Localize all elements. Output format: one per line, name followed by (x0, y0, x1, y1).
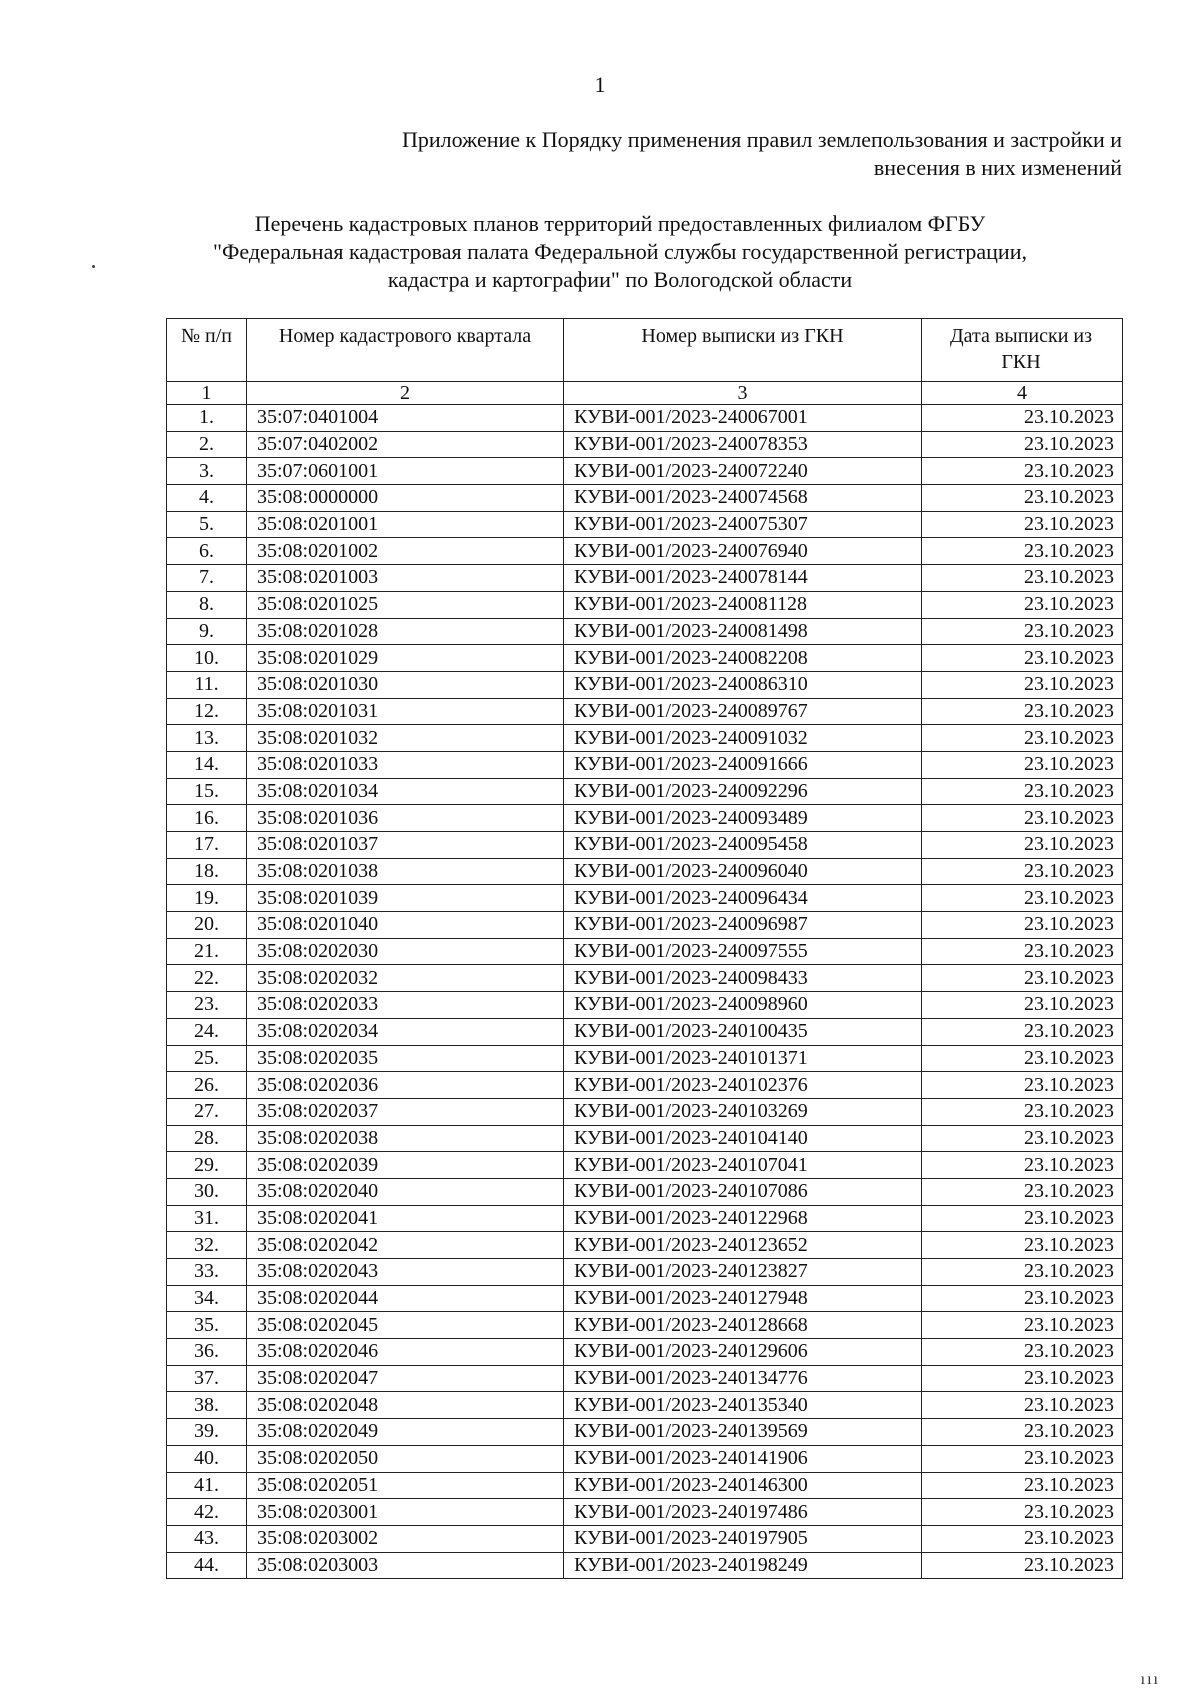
cell-data: 23.10.2023 (922, 1312, 1123, 1339)
table-row (167, 1178, 1123, 1205)
table-row (167, 1339, 1123, 1366)
cell-kvartal: 35:08:0202042 (247, 1232, 564, 1259)
cell-data: 23.10.2023 (922, 1178, 1123, 1205)
table-row (167, 725, 1123, 752)
cell-vypiska: КУВИ-001/2023-240098960 (564, 992, 922, 1019)
table-row (167, 1365, 1123, 1392)
table-row (167, 992, 1123, 1019)
table-row (167, 1552, 1123, 1579)
cell-data: 23.10.2023 (922, 1392, 1123, 1419)
cell-num: 38. (167, 1392, 247, 1419)
cell-data: 23.10.2023 (922, 1472, 1123, 1499)
cell-kvartal: 35:08:0202037 (247, 1098, 564, 1125)
column-number: 3 (564, 382, 922, 405)
cell-num: 39. (167, 1419, 247, 1446)
cell-vypiska: КУВИ-001/2023-240091032 (564, 725, 922, 752)
cell-kvartal: 35:08:0201030 (247, 671, 564, 698)
cell-kvartal: 35:08:0201040 (247, 912, 564, 939)
cell-vypiska: КУВИ-001/2023-240123652 (564, 1232, 922, 1259)
cell-vypiska: КУВИ-001/2023-240091666 (564, 751, 922, 778)
cell-vypiska: КУВИ-001/2023-240135340 (564, 1392, 922, 1419)
cell-data: 23.10.2023 (922, 1232, 1123, 1259)
cell-vypiska: КУВИ-001/2023-240074568 (564, 485, 922, 512)
cell-kvartal: 35:08:0202050 (247, 1445, 564, 1472)
cell-data: 23.10.2023 (922, 1419, 1123, 1446)
cell-num: 18. (167, 858, 247, 885)
cell-kvartal: 35:08:0201028 (247, 618, 564, 645)
cell-num: 17. (167, 832, 247, 859)
cell-data: 23.10.2023 (922, 698, 1123, 725)
cell-data: 23.10.2023 (922, 405, 1123, 432)
cell-vypiska: КУВИ-001/2023-240072240 (564, 458, 922, 485)
cell-vypiska: КУВИ-001/2023-240081128 (564, 591, 922, 618)
cell-data: 23.10.2023 (922, 1365, 1123, 1392)
cell-num: 28. (167, 1125, 247, 1152)
cell-vypiska: КУВИ-001/2023-240095458 (564, 832, 922, 859)
cell-data: 23.10.2023 (922, 1499, 1123, 1526)
cell-data: 23.10.2023 (922, 778, 1123, 805)
cell-num: 22. (167, 965, 247, 992)
table-row (167, 1499, 1123, 1526)
header-row (167, 319, 1123, 382)
appendix-line: Приложение к Порядку применения правил землепользования и застройки и (401, 127, 1122, 152)
cell-data: 23.10.2023 (922, 511, 1123, 538)
cell-data: 23.10.2023 (922, 1525, 1123, 1552)
cell-data: 23.10.2023 (922, 671, 1123, 698)
cell-num: 21. (167, 938, 247, 965)
cell-kvartal: 35:08:0201002 (247, 538, 564, 565)
cell-kvartal: 35:08:0202045 (247, 1312, 564, 1339)
cell-kvartal: 35:08:0202038 (247, 1125, 564, 1152)
cell-vypiska: КУВИ-001/2023-240103269 (564, 1098, 922, 1125)
table-row (167, 1152, 1123, 1179)
cell-num: 20. (167, 912, 247, 939)
cell-kvartal: 35:08:0202047 (247, 1365, 564, 1392)
cell-kvartal: 35:08:0201031 (247, 698, 564, 725)
cell-vypiska: КУВИ-001/2023-240078144 (564, 565, 922, 592)
cell-kvartal: 35:08:0201039 (247, 885, 564, 912)
cell-kvartal: 35:08:0203003 (247, 1552, 564, 1579)
cell-vypiska: КУВИ-001/2023-240107086 (564, 1178, 922, 1205)
cell-data: 23.10.2023 (922, 565, 1123, 592)
cell-data: 23.10.2023 (922, 912, 1123, 939)
cell-data: 23.10.2023 (922, 1205, 1123, 1232)
cell-data: 23.10.2023 (922, 431, 1123, 458)
cell-kvartal: 35:08:0202034 (247, 1018, 564, 1045)
cell-num: 5. (167, 511, 247, 538)
column-number: 4 (922, 382, 1123, 405)
cell-kvartal: 35:08:0201001 (247, 511, 564, 538)
cell-kvartal: 35:07:0601001 (247, 458, 564, 485)
cell-num: 36. (167, 1339, 247, 1366)
cell-vypiska: КУВИ-001/2023-240102376 (564, 1072, 922, 1099)
cell-kvartal: 35:08:0202032 (247, 965, 564, 992)
table-row (167, 1205, 1123, 1232)
cell-vypiska: КУВИ-001/2023-240093489 (564, 805, 922, 832)
cell-vypiska: КУВИ-001/2023-240197486 (564, 1499, 922, 1526)
title-line: Перечень кадастровых планов территорий предоставленных филиалом ФГБУ (254, 211, 986, 236)
cadastral-table-container (166, 318, 1123, 1579)
cell-num: 24. (167, 1018, 247, 1045)
table-row (167, 832, 1123, 859)
cell-data: 23.10.2023 (922, 1259, 1123, 1286)
cell-num: 37. (167, 1365, 247, 1392)
cell-num: 23. (167, 992, 247, 1019)
cell-kvartal: 35:08:0202036 (247, 1072, 564, 1099)
table-row (167, 1419, 1123, 1446)
table-row (167, 1232, 1123, 1259)
table-row (167, 1125, 1123, 1152)
appendix-heading (222, 126, 1122, 182)
cell-num: 14. (167, 751, 247, 778)
header-kvartal: Номер кадастрового квартала (247, 319, 564, 382)
cell-data: 23.10.2023 (922, 965, 1123, 992)
cell-num: 34. (167, 1285, 247, 1312)
cell-vypiska: КУВИ-001/2023-240096987 (564, 912, 922, 939)
table-row (167, 565, 1123, 592)
cell-num: 33. (167, 1259, 247, 1286)
cell-data: 23.10.2023 (922, 725, 1123, 752)
appendix-line: внесения в них изменений (873, 155, 1122, 180)
cell-num: 1. (167, 405, 247, 432)
cell-data: 23.10.2023 (922, 938, 1123, 965)
cell-data: 23.10.2023 (922, 485, 1123, 512)
cell-kvartal: 35:08:0202051 (247, 1472, 564, 1499)
cell-num: 30. (167, 1178, 247, 1205)
table-row (167, 778, 1123, 805)
page-number: 1 (594, 72, 606, 97)
table-row (167, 1259, 1123, 1286)
cell-vypiska: КУВИ-001/2023-240081498 (564, 618, 922, 645)
cell-kvartal: 35:08:0202046 (247, 1339, 564, 1366)
cell-vypiska: КУВИ-001/2023-240134776 (564, 1365, 922, 1392)
cell-kvartal: 35:07:0402002 (247, 431, 564, 458)
cell-kvartal: 35:08:0201038 (247, 858, 564, 885)
cell-vypiska: КУВИ-001/2023-240123827 (564, 1259, 922, 1286)
cell-num: 15. (167, 778, 247, 805)
cell-kvartal: 35:08:0202035 (247, 1045, 564, 1072)
cell-num: 42. (167, 1499, 247, 1526)
cell-vypiska: КУВИ-001/2023-240127948 (564, 1285, 922, 1312)
cell-vypiska: КУВИ-001/2023-240139569 (564, 1419, 922, 1446)
column-number: 1 (167, 382, 247, 405)
title-line: "Федеральная кадастровая палата Федеральной службы государственной регистрации, (213, 239, 1027, 264)
cell-vypiska: КУВИ-001/2023-240076940 (564, 538, 922, 565)
cell-num: 10. (167, 645, 247, 672)
cell-data: 23.10.2023 (922, 1339, 1123, 1366)
table-row (167, 431, 1123, 458)
cell-num: 16. (167, 805, 247, 832)
scan-mark: ııı (1140, 1671, 1160, 1688)
header-data: Дата выписки из ГКН (922, 319, 1123, 382)
cell-num: 7. (167, 565, 247, 592)
cell-data: 23.10.2023 (922, 1445, 1123, 1472)
cell-num: 40. (167, 1445, 247, 1472)
cell-num: 19. (167, 885, 247, 912)
cell-data: 23.10.2023 (922, 538, 1123, 565)
cell-num: 27. (167, 1098, 247, 1125)
cell-vypiska: КУВИ-001/2023-240104140 (564, 1125, 922, 1152)
table-row (167, 1072, 1123, 1099)
cell-kvartal: 35:08:0202039 (247, 1152, 564, 1179)
cell-vypiska: КУВИ-001/2023-240086310 (564, 671, 922, 698)
table-row (167, 912, 1123, 939)
table-row (167, 671, 1123, 698)
cell-vypiska: КУВИ-001/2023-240141906 (564, 1445, 922, 1472)
cell-data: 23.10.2023 (922, 591, 1123, 618)
table-row (167, 1045, 1123, 1072)
table-row (167, 511, 1123, 538)
cell-num: 44. (167, 1552, 247, 1579)
table-body (167, 405, 1123, 1579)
cell-kvartal: 35:08:0203001 (247, 1499, 564, 1526)
table-row (167, 538, 1123, 565)
cell-num: 13. (167, 725, 247, 752)
cell-kvartal: 35:08:0201034 (247, 778, 564, 805)
cell-kvartal: 35:08:0201036 (247, 805, 564, 832)
table-row (167, 485, 1123, 512)
table-row (167, 1098, 1123, 1125)
cell-data: 23.10.2023 (922, 1072, 1123, 1099)
cell-num: 31. (167, 1205, 247, 1232)
title-line: кадастра и картографии" по Вологодской области (387, 267, 853, 292)
table-row (167, 1525, 1123, 1552)
table-row (167, 938, 1123, 965)
cell-num: 35. (167, 1312, 247, 1339)
table-row (167, 591, 1123, 618)
cell-vypiska: КУВИ-001/2023-240100435 (564, 1018, 922, 1045)
header-num: № п/п (167, 319, 247, 382)
cell-kvartal: 35:08:0202049 (247, 1419, 564, 1446)
cell-kvartal: 35:08:0202044 (247, 1285, 564, 1312)
column-number: 2 (247, 382, 564, 405)
cell-vypiska: КУВИ-001/2023-240101371 (564, 1045, 922, 1072)
cell-num: 25. (167, 1045, 247, 1072)
table-row (167, 405, 1123, 432)
cell-num: 12. (167, 698, 247, 725)
cell-data: 23.10.2023 (922, 1098, 1123, 1125)
cell-num: 41. (167, 1472, 247, 1499)
cell-num: 32. (167, 1232, 247, 1259)
cell-vypiska: КУВИ-001/2023-240096434 (564, 885, 922, 912)
cell-kvartal: 35:08:0201033 (247, 751, 564, 778)
cell-vypiska: КУВИ-001/2023-240092296 (564, 778, 922, 805)
cell-kvartal: 35:08:0202030 (247, 938, 564, 965)
table-row (167, 858, 1123, 885)
cell-num: 6. (167, 538, 247, 565)
cadastral-table (166, 318, 1123, 1579)
cell-data: 23.10.2023 (922, 751, 1123, 778)
cell-data: 23.10.2023 (922, 1152, 1123, 1179)
cell-data: 23.10.2023 (922, 858, 1123, 885)
cell-num: 11. (167, 671, 247, 698)
table-row (167, 618, 1123, 645)
table-row (167, 645, 1123, 672)
cell-data: 23.10.2023 (922, 618, 1123, 645)
cell-data: 23.10.2023 (922, 1125, 1123, 1152)
cell-data: 23.10.2023 (922, 1045, 1123, 1072)
cell-data: 23.10.2023 (922, 992, 1123, 1019)
scan-speck (92, 265, 95, 268)
cell-num: 3. (167, 458, 247, 485)
table-row (167, 698, 1123, 725)
cell-num: 29. (167, 1152, 247, 1179)
cell-kvartal: 35:08:0201003 (247, 565, 564, 592)
table-row (167, 1472, 1123, 1499)
cell-data: 23.10.2023 (922, 1018, 1123, 1045)
cell-vypiska: КУВИ-001/2023-240198249 (564, 1552, 922, 1579)
table-header (167, 319, 1123, 405)
cell-data: 23.10.2023 (922, 1552, 1123, 1579)
cell-data: 23.10.2023 (922, 885, 1123, 912)
cell-kvartal: 35:08:0202033 (247, 992, 564, 1019)
cell-kvartal: 35:08:0201025 (247, 591, 564, 618)
cell-vypiska: КУВИ-001/2023-240197905 (564, 1525, 922, 1552)
cell-kvartal: 35:08:0201029 (247, 645, 564, 672)
cell-num: 9. (167, 618, 247, 645)
table-row (167, 1018, 1123, 1045)
cell-vypiska: КУВИ-001/2023-240075307 (564, 511, 922, 538)
cell-vypiska: КУВИ-001/2023-240097555 (564, 938, 922, 965)
cell-kvartal: 35:07:0401004 (247, 405, 564, 432)
cell-kvartal: 35:08:0202041 (247, 1205, 564, 1232)
cell-kvartal: 35:08:0202040 (247, 1178, 564, 1205)
cell-vypiska: КУВИ-001/2023-240067001 (564, 405, 922, 432)
table-row (167, 1445, 1123, 1472)
cell-kvartal: 35:08:0202048 (247, 1392, 564, 1419)
header-vypiska: Номер выписки из ГКН (564, 319, 922, 382)
cell-num: 8. (167, 591, 247, 618)
cell-kvartal: 35:08:0202043 (247, 1259, 564, 1286)
cell-kvartal: 35:08:0201037 (247, 832, 564, 859)
table-row (167, 1312, 1123, 1339)
cell-vypiska: КУВИ-001/2023-240129606 (564, 1339, 922, 1366)
table-row (167, 965, 1123, 992)
cell-vypiska: КУВИ-001/2023-240089767 (564, 698, 922, 725)
table-row (167, 751, 1123, 778)
cell-num: 43. (167, 1525, 247, 1552)
table-row (167, 885, 1123, 912)
cell-num: 2. (167, 431, 247, 458)
cell-data: 23.10.2023 (922, 458, 1123, 485)
cell-vypiska: КУВИ-001/2023-240122968 (564, 1205, 922, 1232)
cell-data: 23.10.2023 (922, 805, 1123, 832)
cell-data: 23.10.2023 (922, 1285, 1123, 1312)
cell-vypiska: КУВИ-001/2023-240082208 (564, 645, 922, 672)
table-row (167, 458, 1123, 485)
cell-data: 23.10.2023 (922, 832, 1123, 859)
cell-num: 4. (167, 485, 247, 512)
cell-kvartal: 35:08:0201032 (247, 725, 564, 752)
cell-data: 23.10.2023 (922, 645, 1123, 672)
cell-vypiska: КУВИ-001/2023-240078353 (564, 431, 922, 458)
cell-vypiska: КУВИ-001/2023-240146300 (564, 1472, 922, 1499)
cell-kvartal: 35:08:0000000 (247, 485, 564, 512)
cell-kvartal: 35:08:0203002 (247, 1525, 564, 1552)
column-number-row (167, 382, 1123, 405)
table-row (167, 1285, 1123, 1312)
cell-vypiska: КУВИ-001/2023-240128668 (564, 1312, 922, 1339)
cell-num: 26. (167, 1072, 247, 1099)
cell-vypiska: КУВИ-001/2023-240098433 (564, 965, 922, 992)
table-row (167, 805, 1123, 832)
cell-vypiska: КУВИ-001/2023-240107041 (564, 1152, 922, 1179)
cell-vypiska: КУВИ-001/2023-240096040 (564, 858, 922, 885)
document-title (120, 210, 1120, 294)
table-row (167, 1392, 1123, 1419)
